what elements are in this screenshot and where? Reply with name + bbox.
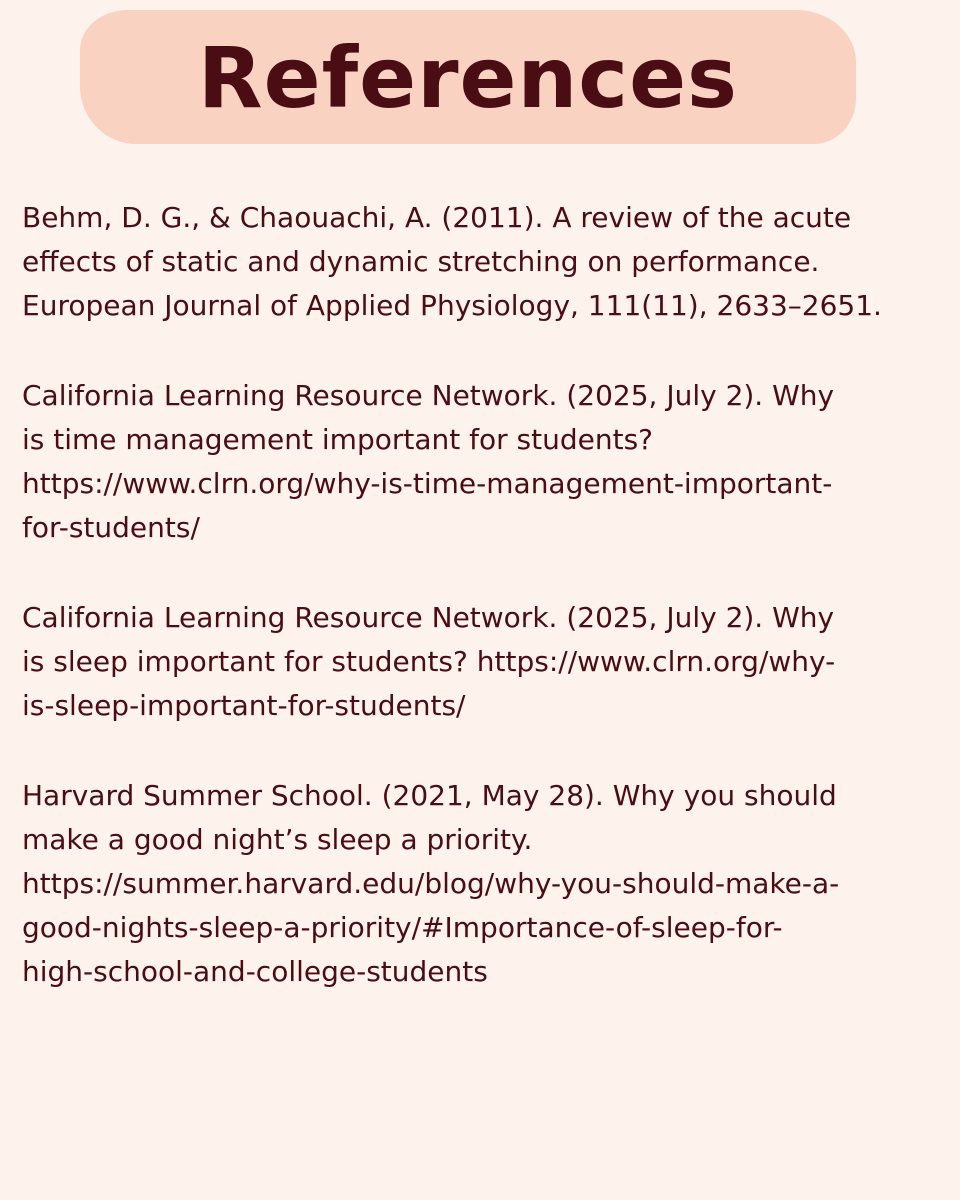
reference-line: European Journal of Applied Physiology, 111(11), 2633–2651. bbox=[22, 289, 882, 322]
reference-link: is-sleep-important-for-students/ bbox=[22, 689, 466, 722]
reference-entry bbox=[22, 774, 932, 994]
page-title: References bbox=[197, 29, 739, 127]
reference-link: good-nights-sleep-a-priority/#Importance-of-sleep-for- bbox=[22, 911, 783, 944]
reference-link: https://summer.harvard.edu/blog/why-you-should-make-a- bbox=[22, 867, 840, 900]
reference-link: high-school-and-college-students bbox=[22, 955, 488, 988]
reference-link: https://www.clrn.org/why-is-time-management-important- bbox=[22, 467, 833, 500]
reference-line: is sleep important for students? https://www.clrn.org/why- bbox=[22, 645, 836, 678]
reference-line: Harvard Summer School. (2021, May 28). Why you should bbox=[22, 779, 837, 812]
reference-line: California Learning Resource Network. (2025, July 2). Why bbox=[22, 601, 835, 634]
reference-line: is time management important for students? bbox=[22, 423, 654, 456]
reference-line: effects of static and dynamic stretching on performance. bbox=[22, 245, 820, 278]
reference-list bbox=[22, 196, 932, 1040]
reference-line: California Learning Resource Network. (2025, July 2). Why bbox=[22, 379, 835, 412]
reference-entry bbox=[22, 374, 932, 550]
reference-link: for-students/ bbox=[22, 511, 200, 544]
reference-line: make a good night’s sleep a priority. bbox=[22, 823, 533, 856]
reference-entry bbox=[22, 596, 932, 728]
reference-entry bbox=[22, 196, 932, 328]
reference-line: Behm, D. G., & Chaouachi, A. (2011). A review of the acute bbox=[22, 201, 852, 234]
